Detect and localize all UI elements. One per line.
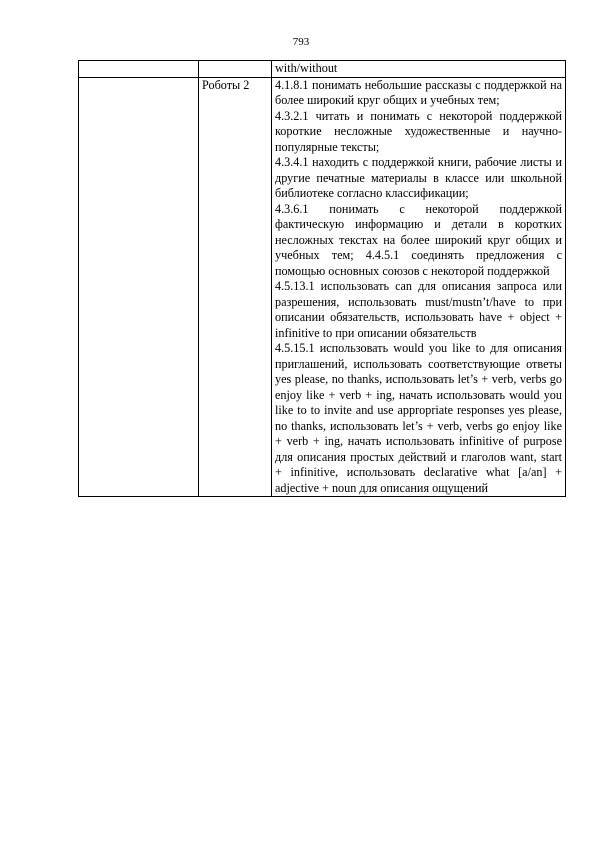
objective-text: with/without [275, 61, 338, 75]
table-cell-objectives [272, 77, 566, 497]
table-cell-topic: Роботы 2 [199, 77, 272, 497]
objective-text: 4.1.8.1 понимать небольшие рассказы с поддержкой на более широкий круг общих и учебных тем; [275, 77, 562, 107]
table-row [79, 77, 566, 497]
objective-text: 4.3.4.1 находить с поддержкой книги, рабочие листы и другие печатные материалы в классе или школьной библиотеке согласно классификации; [275, 155, 562, 200]
objective-text: 4.5.15.1 использовать would you like to для описания приглашений, использовать соответствующие ответы yes please, no thanks, использовать let’s + verb, verbs go enjoy like + verb + ing, начать использовать would you like to to invite and use appropriate responses yes please, no thanks, использовать let’s + verb, verbs go enjoy like + verb + ing, начать использовать infinitive of purpose для описания простых действий и глаголов want, start + infinitive, использовать declarative what [a/an] + adjective + noun для описания ощущений [275, 341, 562, 495]
objective-text: 4.3.6.1 понимать с некоторой поддержкой фактическую информацию и детали в коротких несложных текстах на более широкий круг общих и учебных тем; 4.4.5.1 соединять предложения с помощью основных союзов с некоторой поддержкой [275, 201, 562, 278]
curriculum-table [78, 60, 566, 497]
page-number: 793 [292, 36, 310, 48]
table-cell-section [79, 61, 199, 78]
table-cell-objectives [272, 61, 566, 78]
table-cell-topic [199, 61, 272, 78]
table-row [79, 61, 566, 78]
objective-text: 4.3.2.1 читать и понимать с некоторой поддержкой короткие несложные художественные и научно-популярные тексты; [275, 108, 562, 154]
table-cell-section [79, 77, 199, 497]
objective-text: 4.5.13.1 использовать can для описания запроса или разрешения, использовать must/mustn’t/have to при описании обязательств, использовать have + object + infinitive to при описании обязательств [275, 279, 562, 340]
